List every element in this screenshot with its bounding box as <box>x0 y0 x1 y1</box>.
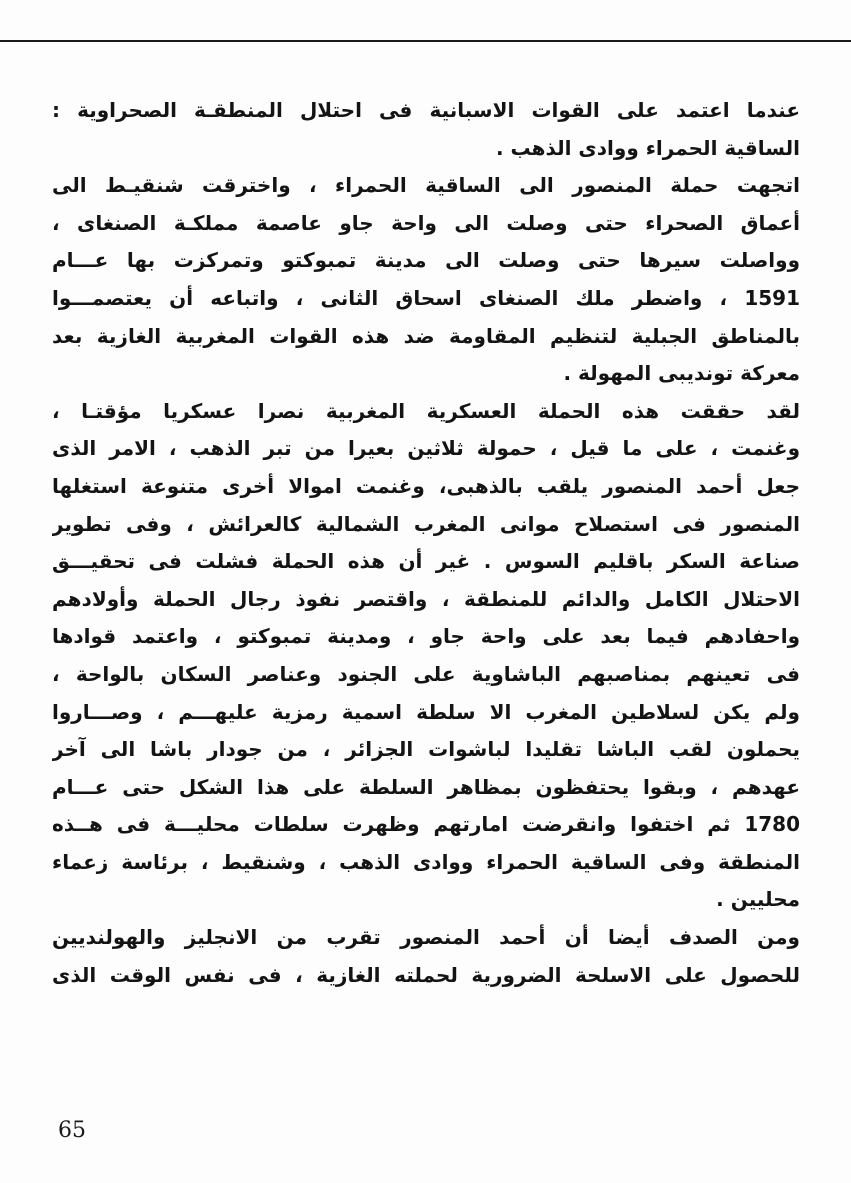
text-line: اتجهت حملة المنصور الى الساقية الحمراء ، واخترقت شنقيـط الى <box>52 173 800 198</box>
text-line: 1591 ، واضطر ملك الصنغاى اسحاق الثانى ، واتباعه أن يعتصمـــوا <box>52 285 800 310</box>
text-line: أعماق الصحراء حتى وصلت الى واحة جاو عاصمة مملكـة الصنغاى ، <box>52 210 800 235</box>
text-line: واحفادهم فيما بعد على واحة جاو ، ومدينة تمبوكتو ، واعتمد قوادها <box>52 624 800 649</box>
body-text <box>52 92 800 994</box>
text-line: الاحتلال الكامل والدائم للمنطقة ، واقتصر نفوذ رجال الحملة وأولادهم <box>52 586 800 611</box>
text-line: لقد حققت هذه الحملة العسكرية المغربية نصرا عسكريا مؤقتـا ، <box>52 398 800 423</box>
text-line: ومن الصدف أيضا أن أحمد المنصور تقرب من الانجليز والهولنديين <box>52 925 800 950</box>
text-line: 1780 ثم اختفوا وانقرضت امارتهم وظهرت سلطات محليـــة فى هــذه <box>52 812 800 837</box>
text-line: وواصلت سيرها حتى وصلت الى مدينة تمبوكتو وتمركزت بها عـــام <box>52 248 800 273</box>
text-line: عهدهم ، وبقوا يحتفظون بمظاهر السلطة على هذا الشكل حتى عـــام <box>52 774 800 799</box>
paragraph <box>52 92 800 167</box>
text-line: وغنمت ، على ما قيل ، حمولة ثلاثين بعيرا من تبر الذهب ، الامر الذى <box>52 436 800 461</box>
page-number: 65 <box>58 1118 86 1143</box>
text-line: الساقية الحمراء ووادى الذهب . <box>495 135 800 160</box>
text-line: محليين . <box>716 887 800 912</box>
paragraph <box>52 167 800 393</box>
text-line: ولم يكن لسلاطين المغرب الا سلطة اسمية رمزية عليهـــم ، وصـــاروا <box>52 699 800 724</box>
text-line: للحصول على الاسلحة الضرورية لحملته الغازية ، فى نفس الوقت الذى <box>52 962 800 987</box>
text-line: المنطقة وفى الساقية الحمراء ووادى الذهب ، وشنقيط ، برئاسة زعماء <box>52 849 800 874</box>
header-rule <box>0 40 851 42</box>
text-line: عندما اعتمد على القوات الاسبانية فى احتلال المنطقـة الصحراوية : <box>52 98 800 122</box>
paragraph <box>52 393 800 919</box>
text-line: فى تعينهم بمناصبهم الباشاوية على الجنود وعناصر السكان بالواحة ، <box>52 661 800 686</box>
text-line: صناعة السكر باقليم السوس . غير أن هذه الحملة فشلت فى تحقيـــق <box>52 549 800 574</box>
text-line: جعل أحمد المنصور يلقب بالذهبى، وغنمت اموالا أخرى متنوعة استغلها <box>52 473 800 498</box>
text-line: بالمناطق الجبلية لتنظيم المقاومة ضد هذه القوات المغربية الغازية بعد <box>52 323 800 348</box>
paragraph <box>52 919 800 994</box>
text-line: معركة توندیبی المهولة . <box>563 361 800 386</box>
text-line: يحملون لقب الباشا تقليدا لباشوات الجزائر ، من جودار باشا الى آخر <box>52 737 800 762</box>
text-line: المنصور فى استصلاح موانى المغرب الشمالية كالعرائش ، وفى تطوير <box>52 511 800 536</box>
